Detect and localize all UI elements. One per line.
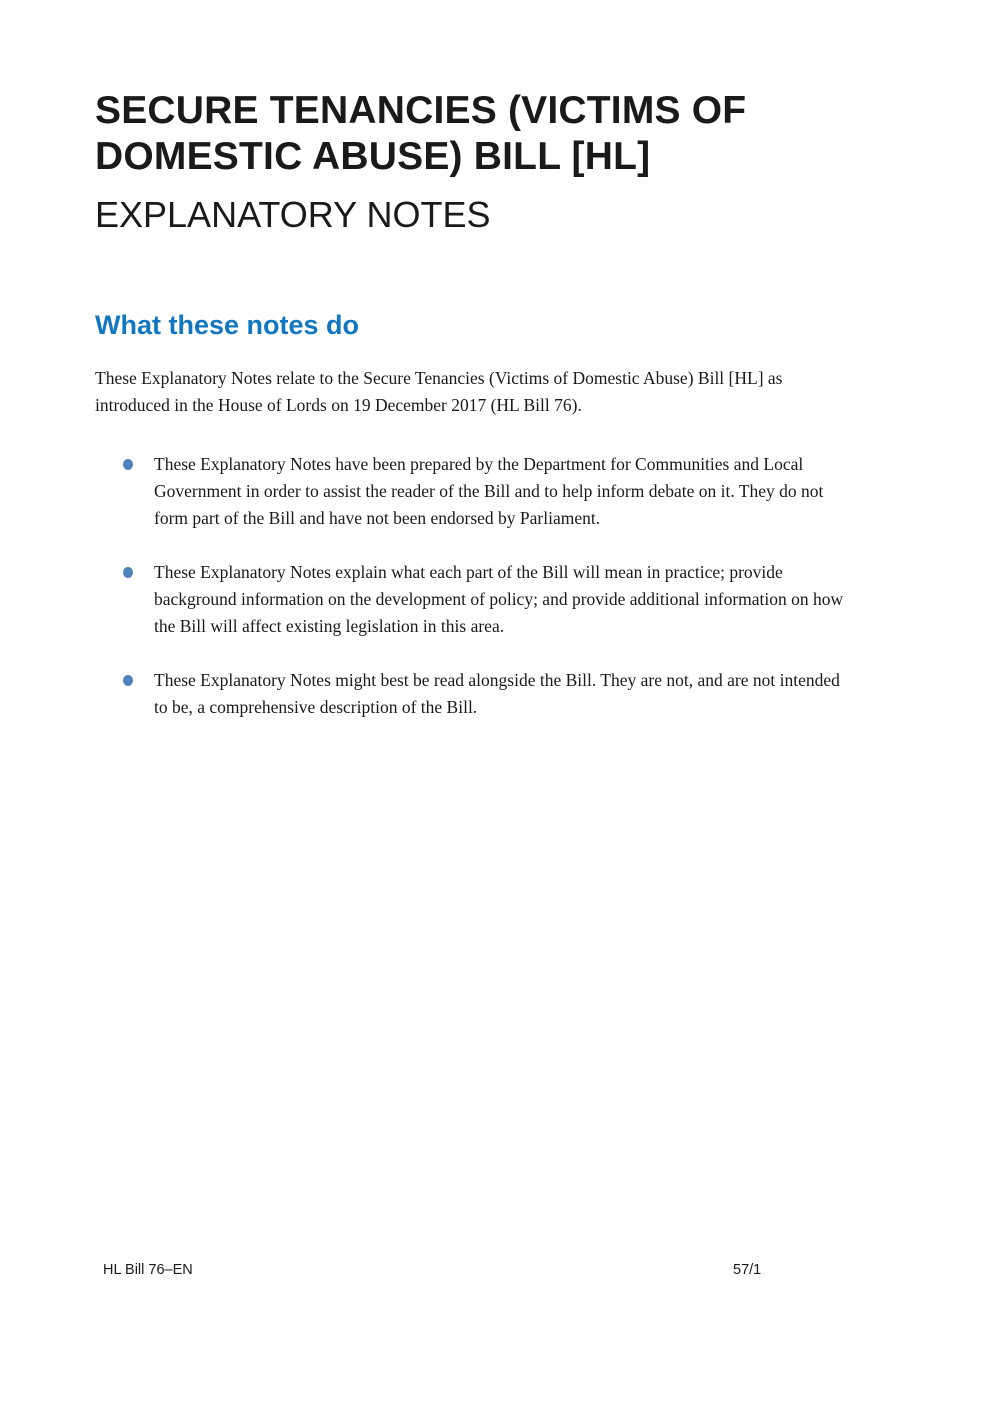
- bullet-icon: [123, 459, 133, 470]
- footer-bill-reference: HL Bill 76–EN: [103, 1262, 193, 1278]
- document-title: [95, 88, 863, 180]
- notes-bullet-list: [95, 451, 863, 721]
- document-subtitle: EXPLANATORY NOTES: [95, 194, 491, 235]
- document-content: [95, 0, 863, 748]
- document-title-line-2: DOMESTIC ABUSE) BILL [HL]: [95, 135, 651, 178]
- list-item: [95, 559, 857, 640]
- list-item: [95, 451, 857, 532]
- bullet-icon: [123, 567, 133, 578]
- bullet-text: These Explanatory Notes explain what each part of the Bill will mean in practice; provide background information on the development of policy; and provide additional information on how the Bill will affect existing legislation in this area.: [154, 562, 844, 636]
- intro-paragraph: These Explanatory Notes relate to the Secure Tenancies (Victims of Domestic Abuse) Bill [HL] as introduced in the House of Lords on 19 December 2017 (HL Bill 76).: [95, 368, 783, 415]
- document-title-line-1: SECURE TENANCIES (VICTIMS OF: [95, 89, 747, 132]
- bullet-text: These Explanatory Notes might best be read alongside the Bill. They are not, and are not intended to be, a comprehensive description of the Bill.: [154, 670, 840, 717]
- bullet-text: These Explanatory Notes have been prepared by the Department for Communities and Local Government in order to assist the reader of the Bill and to help inform debate on it. They do not form part of the Bill and have not been endorsed by Parliament.: [154, 454, 824, 528]
- footer-page-number: 57/1: [733, 1262, 762, 1278]
- bullet-icon: [123, 675, 133, 686]
- section-heading: What these notes do: [95, 310, 360, 340]
- list-item: [95, 667, 857, 721]
